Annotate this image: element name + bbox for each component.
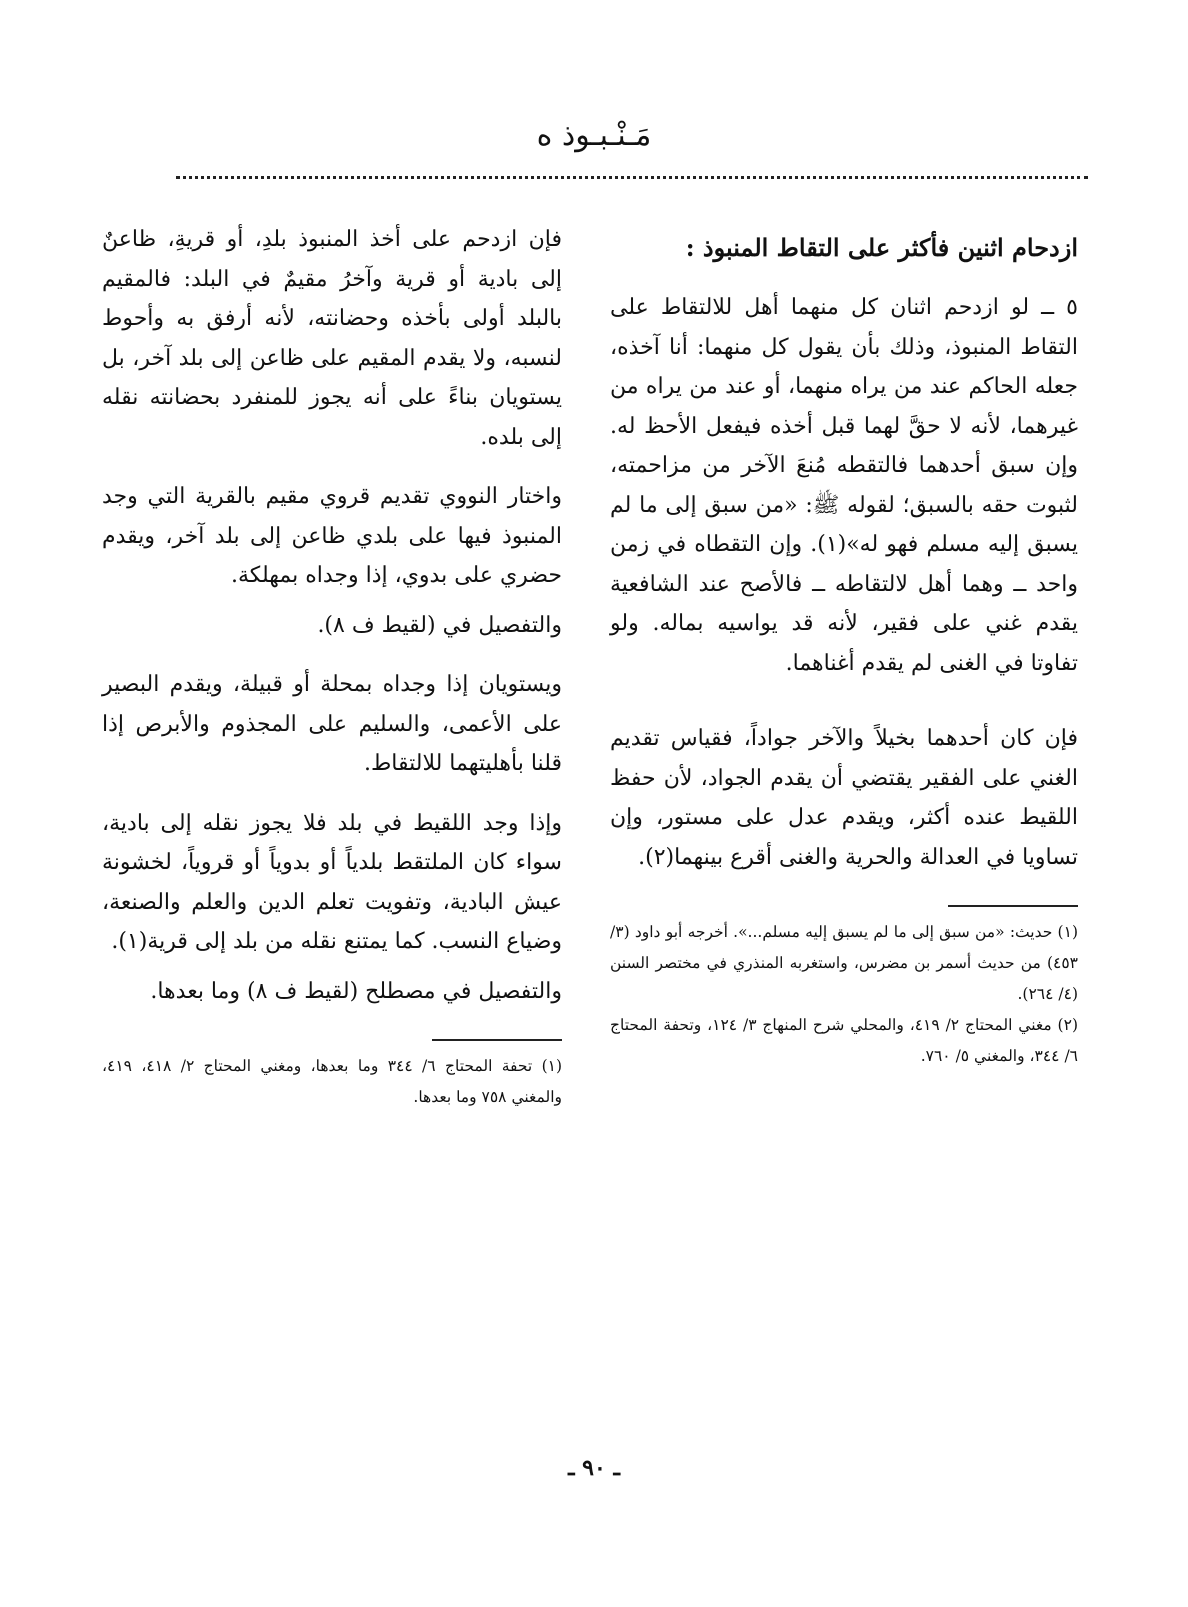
- paragraph-resident-vs-traveler: فإن ازدحم على أخذ المنبوذ بلدِ، أو قريةِ، ظاعنٌ إلى بادية أو قرية وآخرُ مقيمٌ في البلد: فالمقيم بالبلد أولى بأخذه وحضانته، لأنه أرفق به وأحوط لنسبه، ولا يقدم المقيم على ظاعن إلى بلد آخر، بل يستويان بناءً على أنه يجوز للمنفرد بحضانته نقله إلى بلده.: [102, 227, 562, 450]
- left-column: [102, 220, 562, 1113]
- right-column: [610, 220, 1078, 1072]
- footnote-1-left: (١) تحفة المحتاج ٦/ ٣٤٤ وما بعدها، ومغني المحتاج ٢/ ٤١٨، ٤١٩، والمغني ٧٥٨ وما بعدها.: [102, 1057, 563, 1106]
- header-dotted-rule: [176, 176, 1088, 179]
- footnote-2-right: (٢) مغني المحتاج ٢/ ٤١٩، والمحلي شرح المنهاج ٣/ ١٢٤، وتحفة المحتاج ٦/ ٣٤٤، والمغني ٥/ ٧٦٠.: [610, 1016, 1078, 1065]
- page-number: ـ ٩٠ ـ: [568, 1455, 620, 1481]
- footnote-separator: [432, 1039, 562, 1041]
- paragraph-generous-vs-miser: فإن كان أحدهما بخيلاً والآخر جواداً، فقياس تقديم الغني على الفقير يقتضي أن يقدم الجواد، لأن حفظ اللقيط عنده أكثر، ويقدم عدل على مستور، وإن تساويا في العدالة والحرية والغنى أقرع بينهما(٢).: [610, 726, 1078, 870]
- paragraph-nawawi: واختار النووي تقديم قروي مقيم بالقرية التي وجد المنبوذ فيها على بلدي ظاعن إلى بلد آخر، ويقدم حضري على بدوي، إذا وجداه بمهلكة.: [102, 484, 562, 588]
- paragraph-equal-claims: ويستويان إذا وجداه بمحلة أو قبيلة، ويقدم البصير على الأعمى، والسليم على المجذوم والأبرص إذا قلنا بأهليتهما للالتقاط.: [102, 672, 562, 776]
- footnote-separator: [948, 905, 1078, 907]
- section-heading: ازدحام اثنين فأكثر على التقاط المنبوذ :: [685, 233, 1078, 262]
- footnote-1-right: (١) حديث: «من سبق إلى ما لم يسبق إليه مسلم...». أخرجه أبو داود (٣/ ٤٥٣) من حديث أسمر بن مضرس، واستغربه المنذري في مختصر السنن (٤/ ٢٦٤).: [610, 923, 1078, 1003]
- paragraph-transfer-prohibition: وإذا وجد اللقيط في بلد فلا يجوز نقله إلى بادية، سواء كان الملتقط بلدياً أو بدوياً أو قروياً، لخشونة عيش البادية، وتفويت تعلم الدين والعلم والصنعة، وضياع النسب. كما يمتنع نقله من بلد إلى قرية(١).: [102, 810, 562, 954]
- paragraph-cross-reference-1: والتفصيل في (لقيط ف ٨).: [317, 612, 562, 638]
- paragraph-5: ٥ ــ لو ازدحم اثنان كل منهما أهل للالتقاط على التقاط المنبوذ، وذلك بأن يقول كل منهما: أنا آخذه، جعله الحاكم عند من يراه منهما، أو عند من يراه من غيرهما، لأنه لا حقَّ لهما قبل أخذه فيفعل الأحظ له. وإن سبق أحدهما فالتقطه مُنعَ الآخر من مزاحمته، لثبوت حقه بالسبق؛ لقوله ﷺ: «من سبق إلى ما لم يسبق إليه مسلم فهو له»(١). وإن التقطاه في زمن واحد ــ وهما أهل لالتقاطه ــ فالأصح عند الشافعية يقدم غني على فقير، لأنه قد يواسيه بماله. ولو تفاوتا في الغنى لم يقدم أغناهما.: [610, 295, 1078, 676]
- paragraph-cross-reference-2: والتفصيل في مصطلح (لقيط ف ٨) وما بعدها.: [150, 978, 562, 1004]
- running-header-title: مَـنْـبـوذ ه: [536, 118, 652, 153]
